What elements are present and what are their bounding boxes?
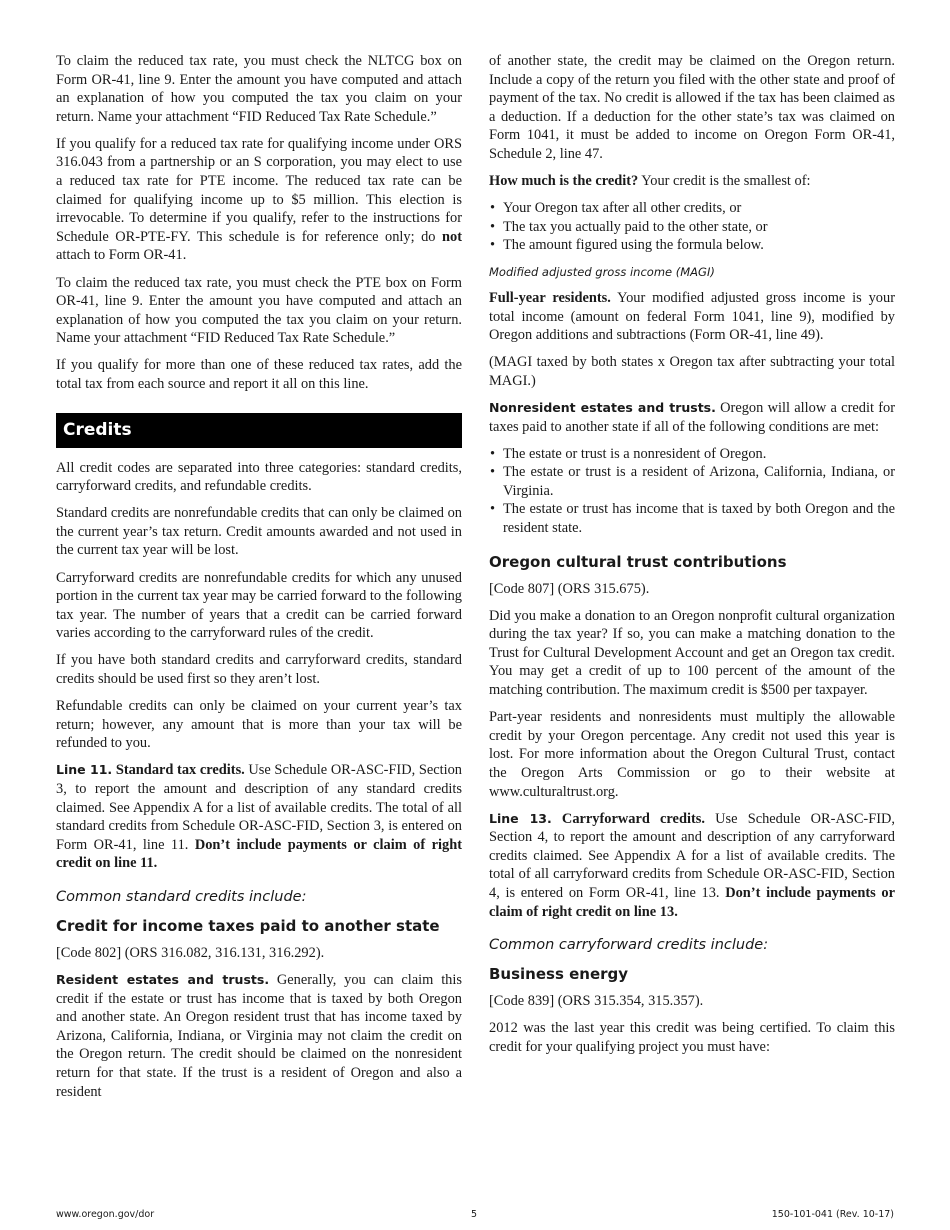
line-11-body: Use Schedule OR-ASC-FID, Section 3, to report the amount and description of any standard credits claimed. See Appendix A for a list of available credits. The total of all standard credits from Schedule OR-ASC-FID, Section 3, is entered on Form OR-41, line 11. (56, 762, 462, 853)
paragraph-refundable-credits: Refundable credits can only be claimed on your current year’s tax return; however, any amount that is more than your tax will be refunded to you. (56, 698, 462, 752)
credit-other-state-heading: Credit for income taxes paid to another state (56, 916, 440, 935)
full-year-lead: Full-year residents. (489, 289, 611, 306)
line-11-warning: Don’t include payments or claim of right credit on line 11. (56, 836, 462, 872)
paragraph-nltcg: To claim the reduced tax rate, you must check the NLTCG box on Form OR-41, line 9. Enter the amount you have computed and attach an explanation of how you computed the tax you claim on your return. Name your attachment “FID Reduced Tax Rate Schedule.” (56, 53, 462, 125)
line-13-label: Line 13. (489, 810, 552, 826)
credit-other-state-code: [Code 802] (ORS 316.082, 316.131, 316.292). (56, 944, 325, 961)
bold-not: not (442, 228, 462, 245)
business-energy-code: [Code 839] (ORS 315.354, 315.357). (489, 993, 704, 1010)
paragraph-other-state-continued: of another state, the credit may be claimed on the Oregon return. Include a copy of the return you filed with the other state and proof of payment of the tax. No credit is allowed if the tax has been claimed as a deduction. If a deduction for the other state’s tax was claimed on Form 1041, it must be added to income on Oregon Form OR-41, Schedule 2, line 47. (489, 53, 895, 162)
common-carryforward-heading: Common carryforward credits include: (489, 937, 769, 954)
paragraph-both-credits: If you have both standard credits and carryforward credits, standard credits should be used first so they aren’t lost. (56, 652, 462, 688)
footer-page-number: 5 (471, 1209, 478, 1220)
text-span: attach to Form OR-41. (56, 247, 187, 264)
paragraph-resident-estates (56, 971, 462, 1101)
right-column (489, 52, 895, 1065)
common-standard-credits-heading: Common standard credits include: (56, 888, 307, 905)
how-much-body: Your credit is the smallest of: (638, 173, 811, 190)
cultural-trust-code: [Code 807] (ORS 315.675). (489, 580, 650, 597)
footer-website: www.oregon.gov/dor (56, 1209, 155, 1220)
full-year-body: Your modified adjusted gross income is your total income (amount on federal Form 1041, line 9), modified by Oregon additions and subtractions (Form OR-41, line 49). (489, 289, 895, 344)
paragraph-credit-categories: All credit codes are separated into three categories: standard credits, carryforward credits, and refundable credits. (56, 459, 462, 495)
list-item: • The amount figured using the formula below. (489, 236, 895, 255)
paragraph-cultural-part-year: Part-year residents and nonresidents must multiply the allowable credit by your Oregon percentage. Any credit not used this year is lost. For more information about the Oregon Cultural Trust, contact the Oregon Arts Commission or go to their website at www.culturaltrust.org. (489, 709, 895, 800)
line-11-label: Line 11. (56, 762, 113, 778)
paragraph-line-13 (489, 810, 895, 922)
list-item: • The estate or trust is a nonresident of Oregon. (489, 445, 895, 464)
list-item: • The estate or trust has income that is taxed by both Oregon and the resident state. (489, 500, 895, 537)
credit-limit-list (489, 199, 895, 255)
paragraph-nonresident-estates (489, 399, 895, 436)
text-span: If you qualify for a reduced tax rate for qualifying income under ORS 316.043 from a partnership or an S corporation, you may elect to use a reduced tax rate for PTE income. The reduced tax rate can be claimed for qualifying income up to $5 million. This election is irrevocable. To determine if you qualify, refer to the instructions for Schedule OR-PTE-FY. This schedule is for reference only; do (56, 135, 462, 245)
paragraph-full-year-residents (489, 289, 895, 345)
business-energy-heading: Business energy (489, 965, 629, 984)
nonresident-lead: Nonresident estates and trusts. (489, 399, 716, 415)
line-11-title: Standard tax credits. (112, 762, 245, 779)
cultural-trust-heading: Oregon cultural trust contributions (489, 552, 787, 571)
nonresident-conditions-list (489, 445, 895, 538)
line-13-body: Use Schedule OR-ASC-FID, Section 4, to report the amount and description of any carryforward credits claimed. See Appendix A for a list of available credits. The total of all carryforward credits from Schedule OR-ASC-FID, Section 4, is entered on Form OR-41, line 13. (489, 810, 896, 901)
line-13-warning: Don’t include payments or claim of right credit on line 13. (489, 884, 895, 920)
list-item: • The tax you actually paid to the other state, or (489, 218, 895, 237)
line-13-title: Carryforward credits. (551, 810, 705, 827)
paragraph-line-11 (56, 761, 462, 873)
resident-estates-body: Generally, you can claim this credit if the estate or trust has income that is taxed by both Oregon and another state. An Oregon resident trust that has income taxed by Arizona, California, Indiana, or Virginia may not claim the credit on the Oregon return. The credit should be claimed on the nonresident return for that state. If the trust is a resident of Oregon and also a resident (56, 972, 462, 1100)
left-column (56, 52, 462, 1110)
paragraph-multiple-rates: If you qualify for more than one of these reduced tax rates, add the total tax from each source and report it all on this line. (56, 357, 462, 392)
footer-form-number: 150-101-041 (Rev. 10-17) (771, 1209, 894, 1220)
nonresident-body: Oregon will allow a credit for taxes paid to another state if all of the following conditions are met: (489, 399, 895, 435)
paragraph-pte-claim: To claim the reduced tax rate, you must check the PTE box on Form OR-41, line 9. Enter the amount you have computed and attach an explanation of how you computed the tax you claim on your return. Name your attachment “FID Reduced Tax Rate Schedule.” (56, 274, 462, 347)
resident-estates-lead: Resident estates and trusts. (56, 972, 270, 988)
paragraph-how-much (489, 172, 895, 191)
list-item: • Your Oregon tax after all other credits, or (489, 199, 895, 218)
paragraph-carryforward-credits: Carryforward credits are nonrefundable credits for which any unused portion in the current tax year may be carried forward to the following tax year. The number of years that a credit can be carried forward varies according to the carryforward rules of the credit. (56, 569, 462, 642)
list-item: • The estate or trust is a resident of Arizona, California, Indiana, or Virginia. (489, 463, 895, 500)
paragraph-pte-qualify (56, 135, 462, 265)
magi-heading: Modified adjusted gross income (MAGI) (489, 264, 715, 279)
paragraph-magi-formula: (MAGI taxed by both states x Oregon tax after subtracting your total MAGI.) (489, 354, 895, 389)
paragraph-business-energy: 2012 was the last year this credit was being certified. To claim this credit for your qualifying project you must have: (489, 1020, 895, 1055)
how-much-lead: How much is the credit? (489, 173, 639, 190)
paragraph-standard-credits: Standard credits are nonrefundable credits that can only be claimed on the current year’s tax return. Credit amounts awarded and not used in the current tax year will be lost. (56, 505, 462, 559)
paragraph-cultural-donation: Did you make a donation to an Oregon nonprofit cultural organization during the tax year? If so, you can make a matching donation to the Trust for Cultural Development Account and get an Oregon tax credit. You may get a credit of up to 100 percent of the amount of the matching contribution. The maximum credit is $500 per taxpayer. (489, 607, 895, 699)
credits-section-heading: Credits (56, 413, 462, 448)
